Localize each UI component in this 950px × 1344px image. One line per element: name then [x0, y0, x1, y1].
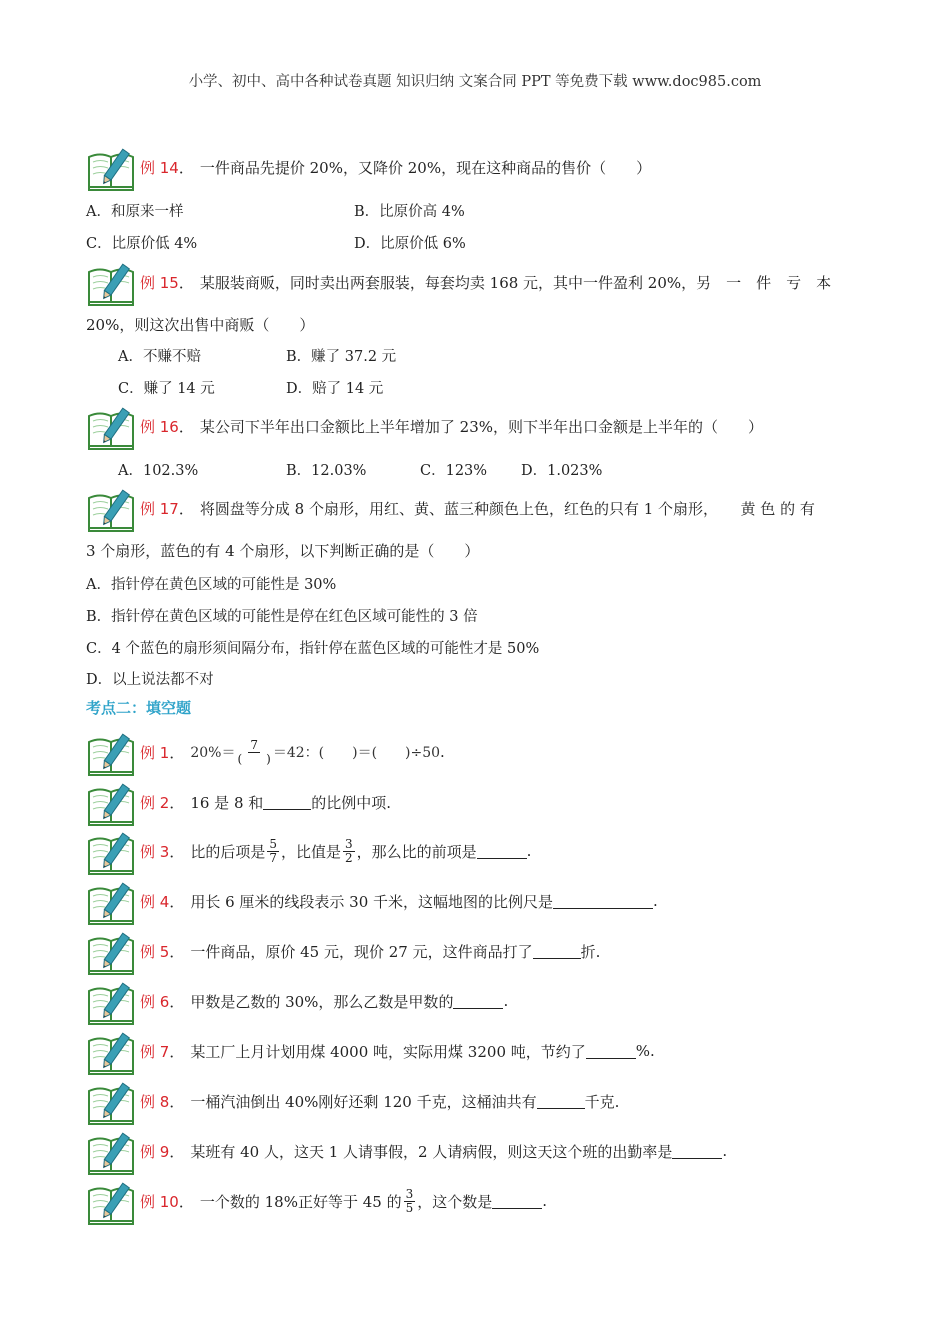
question-label: 例 4: [140, 892, 170, 911]
question-label: 例 14: [140, 158, 179, 177]
question-label: 例 5: [140, 942, 170, 961]
question-17: 例 17 ． 将圆盘等分成 8 个扇形，用红、黄、蓝三种颜色上色，红色的只有 1 个扇形， 黄 色 的 有: [86, 484, 815, 532]
question-label: 例 1: [140, 743, 170, 762]
math-part: 20%＝: [190, 745, 236, 761]
book-pencil-icon: [86, 143, 138, 191]
option-d: D．赔了 14 元: [286, 381, 384, 397]
answer-blank[interactable]: [537, 1094, 585, 1109]
question-text: ，那么比的前项是: [356, 842, 477, 861]
fill-question-9: 例 9 ． 某班有 40 人，这天 1 人请事假，2 人请病假，则这天这个班的出勤率是 .: [86, 1127, 727, 1175]
fraction-numerator: 3: [405, 1186, 414, 1201]
question-text: 用长 6 厘米的线段表示 30 千米，这幅地图的比例尺是: [190, 892, 554, 911]
question-text: 某班有 40 人，这天 1 人请事假，2 人请病假，则这天这个班的出勤率是: [190, 1142, 673, 1161]
punct: .: [542, 1192, 548, 1210]
option-b: B．比原价高 4%: [354, 204, 465, 220]
option-b: B．指针停在黄色区域的可能性是停在红色区域可能性的 3 倍: [86, 609, 478, 625]
answer-blank[interactable]: [263, 795, 311, 810]
answer-blank[interactable]: [453, 994, 503, 1009]
option-c: C．比原价低 4%: [86, 236, 198, 252]
fraction: [404, 1188, 416, 1215]
question-text: 一件商品，原价 45 元，现价 27 元，这件商品打了: [190, 942, 533, 961]
question-text: 甲数是乙数的 30%，那么乙数是甲数的: [190, 992, 454, 1011]
book-pencil-icon: [86, 778, 138, 826]
book-pencil-icon: [86, 258, 138, 306]
question-text: 千克.: [584, 1092, 620, 1111]
option-c: C．4 个蓝色的扇形须间隔分布，指针停在蓝色区域的可能性才是 50%: [86, 641, 540, 657]
fraction-denominator: 2: [345, 850, 353, 865]
punct: .: [440, 743, 445, 761]
fill-question-1: 例 1 ． 20%＝ $\frac{7}{( )}$ ＝42：( )＝( )÷50 .: [86, 728, 445, 776]
book-pencil-icon: [86, 1177, 138, 1225]
option-a: A．指针停在黄色区域的可能性是 30%: [86, 577, 337, 593]
punct: .: [722, 1142, 728, 1160]
book-pencil-icon: [86, 1027, 138, 1075]
question-text: 一件商品先提价 20%，又降价 20%，现在这种商品的售价（ ）: [199, 158, 652, 177]
question-text: %.: [635, 1042, 655, 1060]
fill-question-2: 例 2 ． 16 是 8 和 的比例中项.: [86, 778, 391, 826]
punct: .: [526, 842, 532, 860]
question-15: 例 15 ． 某服装商贩，同时卖出两套服装，每套均卖 168 元，其中一件盈利 20%，另 一 件 亏 本: [86, 258, 831, 306]
option-c: C．123%: [420, 463, 488, 479]
option-a: A．不赚不赔: [118, 349, 201, 365]
punct: .: [503, 992, 509, 1010]
question-16: 例 16 ． 某公司下半年出口金额比上半年增加了 23%，则下半年出口金额是上半年的（ ）: [86, 402, 763, 450]
question-label: 例 9: [140, 1142, 170, 1161]
book-pencil-icon: [86, 1077, 138, 1125]
section-title: 考点二：填空题: [86, 699, 192, 717]
fraction-numerator: 5: [269, 836, 277, 851]
option-c: C．赚了 14 元: [118, 381, 215, 397]
option-d: D．以上说法都不对: [86, 672, 214, 688]
option-d: D．比原价低 6%: [354, 236, 466, 252]
fill-question-6: 例 6 ． 甲数是乙数的 30%，那么乙数是甲数的 .: [86, 977, 508, 1025]
question-text: 某公司下半年出口金额比上半年增加了 23%，则下半年出口金额是上半年的（ ）: [199, 417, 763, 436]
fraction-denominator: 5: [405, 1200, 414, 1215]
page-header: 小学、初中、高中各种试卷真题 知识归纳 文案合同 PPT 等免费下载 www.doc985.com: [188, 74, 762, 90]
book-pencil-icon: [86, 977, 138, 1025]
question-text: ，这个数是: [417, 1192, 493, 1211]
fill-question-5: 例 5 ． 一件商品，原价 45 元，现价 27 元，这件商品打了 折.: [86, 927, 600, 975]
answer-blank[interactable]: [553, 894, 653, 909]
question-text-cont: 3 个扇形，蓝色的有 4 个扇形，以下判断正确的是（ ）: [86, 542, 480, 560]
book-pencil-icon: [86, 927, 138, 975]
option-b: B．赚了 37.2 元: [286, 349, 397, 365]
book-pencil-icon: [86, 728, 138, 776]
question-text: 16 是 8 和: [190, 793, 264, 812]
book-pencil-icon: [86, 1127, 138, 1175]
option-b: B．12.03%: [286, 463, 367, 479]
book-pencil-icon: [86, 484, 138, 532]
question-14: 例 14 ． 一件商品先提价 20%，又降价 20%，现在这种商品的售价（ ）: [86, 143, 651, 191]
fraction: [343, 838, 355, 865]
math-part: ＝42：( )＝( )÷50: [272, 745, 441, 761]
question-text: 一桶汽油倒出 40%刚好还剩 120 千克，这桶油共有: [190, 1092, 537, 1111]
answer-blank[interactable]: [533, 944, 581, 959]
question-label: 例 15: [140, 273, 179, 292]
question-text-cont: 20%，则这次出售中商贩（ ）: [86, 316, 315, 334]
fill-question-7: 例 7 ． 某工厂上月计划用煤 4000 吨，实际用煤 3200 吨，节约了 %.: [86, 1027, 655, 1075]
question-text: ，比值是: [280, 842, 341, 861]
question-text: 一个数的 18%正好等于 45 的: [199, 1192, 402, 1211]
punct: .: [653, 892, 658, 910]
option-a: A．和原来一样: [86, 204, 184, 220]
fraction-denominator: 7: [269, 850, 277, 865]
fill-question-8: 例 8 ． 一桶汽油倒出 40%刚好还剩 120 千克，这桶油共有 千克.: [86, 1077, 619, 1125]
fraction: [267, 838, 279, 865]
option-a: A．102.3%: [118, 463, 199, 479]
book-pencil-icon: [86, 402, 138, 450]
fill-question-10: 例 10 ． 一个数的 18%正好等于 45 的 $\frac{3}{5}$ ，这个数是 .: [86, 1177, 547, 1225]
question-text: 折.: [580, 942, 601, 961]
fill-question-3: 例 3 ． 比的后项是 $\frac{5}{7}$ ，比值是 $\frac{3}{2}$ ，那么比的前项是 .: [86, 827, 531, 875]
answer-blank[interactable]: [672, 1144, 722, 1159]
question-label: 例 17: [140, 499, 179, 518]
fill-question-4: 例 4 ． 用长 6 厘米的线段表示 30 千米，这幅地图的比例尺是 .: [86, 877, 658, 925]
fraction-numerator: 3: [345, 836, 353, 851]
question-label: 例 10: [140, 1192, 179, 1211]
fraction: [237, 739, 270, 766]
question-label: 例 6: [140, 992, 170, 1011]
question-label: 例 3: [140, 842, 170, 861]
fraction-numerator: 7: [250, 737, 258, 752]
book-pencil-icon: [86, 827, 138, 875]
question-text: 的比例中项.: [311, 793, 392, 812]
question-text: 某服装商贩，同时卖出两套服装，每套均卖 168 元，其中一件盈利 20%，另 一 件 亏 本: [199, 273, 832, 292]
fraction-denominator: ( ): [237, 751, 271, 766]
question-label: 例 8: [140, 1092, 170, 1111]
question-text: 将圆盘等分成 8 个扇形，用红、黄、蓝三种颜色上色，红色的只有 1 个扇形， 黄 色 的 有: [199, 499, 815, 518]
question-label: 例 7: [140, 1042, 170, 1061]
question-label: 例 2: [140, 793, 170, 812]
question-text: 某工厂上月计划用煤 4000 吨，实际用煤 3200 吨，节约了: [190, 1042, 586, 1061]
question-label: 例 16: [140, 417, 179, 436]
answer-blank[interactable]: [477, 844, 527, 859]
answer-blank[interactable]: [586, 1044, 636, 1059]
option-d: D．1.023%: [521, 463, 603, 479]
book-pencil-icon: [86, 877, 138, 925]
question-text: 比的后项是: [190, 842, 266, 861]
answer-blank[interactable]: [492, 1194, 542, 1209]
